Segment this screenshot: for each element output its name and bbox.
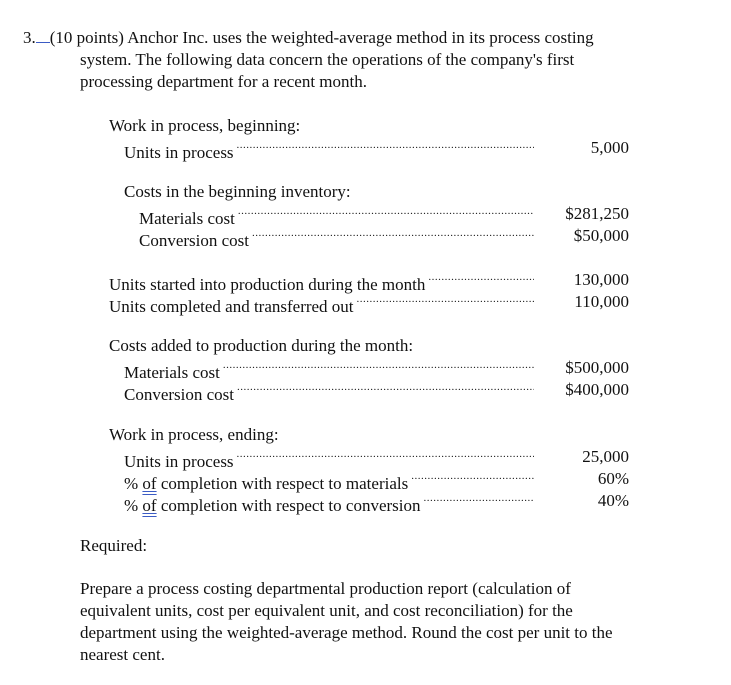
units-completed-label: Units completed and transferred out (109, 297, 354, 316)
costs-added-heading: Costs added to production during the month: (109, 336, 414, 355)
pct-suffix: completion with respect to materials (156, 474, 409, 493)
costs-added-materials-value: $500,000 (565, 358, 629, 377)
leader-dots (237, 447, 534, 467)
pct-prefix: % (124, 496, 143, 515)
leader-dots (357, 292, 534, 312)
required-line-4: nearest cent. (80, 645, 165, 664)
costs-beginning-materials-label: Materials cost (139, 209, 235, 228)
wip-ending-units-label: Units in process (124, 452, 234, 471)
wip-ending-pct-conversion-label (124, 496, 421, 516)
wip-ending-units-value: 25,000 (582, 447, 629, 466)
units-started-label: Units started into production during the month (109, 275, 426, 294)
units-completed-row (109, 292, 534, 317)
pct-prefix: % (124, 474, 143, 493)
of-word: of (142, 474, 157, 493)
costs-added-conversion-row (124, 380, 534, 405)
costs-beginning-conversion-row (139, 226, 534, 251)
question-number-text: 3. (23, 28, 36, 47)
leader-dots (252, 226, 534, 246)
leader-dots (238, 204, 534, 224)
units-completed-value: 110,000 (574, 292, 629, 311)
costs-added-materials-label: Materials cost (124, 363, 220, 382)
required-line-3: department using the weighted-average method. Round the cost per unit to the (80, 623, 613, 642)
leader-dots (223, 358, 534, 378)
units-started-value: 130,000 (573, 270, 629, 289)
intro-line-1: (10 points) Anchor Inc. uses the weighted-average method in its process costing (49, 28, 594, 47)
leader-dots (237, 380, 534, 400)
leader-dots (237, 138, 534, 158)
wip-ending-pct-materials-value: 60% (597, 469, 629, 488)
question-number (23, 28, 594, 48)
pct-suffix: completion with respect to conversion (156, 496, 421, 515)
costs-beginning-materials-value: $281,250 (565, 204, 629, 223)
wip-ending-heading: Work in process, ending: (109, 425, 279, 444)
costs-beginning-heading: Costs in the beginning inventory: (124, 182, 351, 201)
required-line-1: Prepare a process costing departmental production report (calculation of (80, 579, 571, 598)
wip-beginning-units-value: 5,000 (590, 138, 629, 157)
required-heading: Required: (80, 536, 148, 555)
costs-added-conversion-label: Conversion cost (124, 385, 235, 404)
wip-beginning-units-row (124, 138, 534, 163)
required-line-2: equivalent units, cost per equivalent unit, and cost reconciliation) for the (80, 601, 573, 620)
of-word: of (142, 496, 157, 515)
intro-line-2: system. The following data concern the operations of the company's first (80, 50, 575, 69)
wip-beginning-units-label: Units in process (124, 143, 234, 162)
costs-beginning-conversion-label: Conversion cost (139, 231, 250, 250)
costs-beginning-conversion-value: $50,000 (573, 226, 629, 245)
underline-mark (36, 28, 50, 43)
wip-ending-pct-conversion-value: 40% (597, 491, 629, 510)
intro-line-3: processing department for a recent month. (80, 72, 368, 91)
wip-ending-pct-conversion-row (124, 491, 534, 516)
costs-added-conversion-value: $400,000 (565, 380, 629, 399)
wip-beginning-heading: Work in process, beginning: (109, 116, 301, 135)
